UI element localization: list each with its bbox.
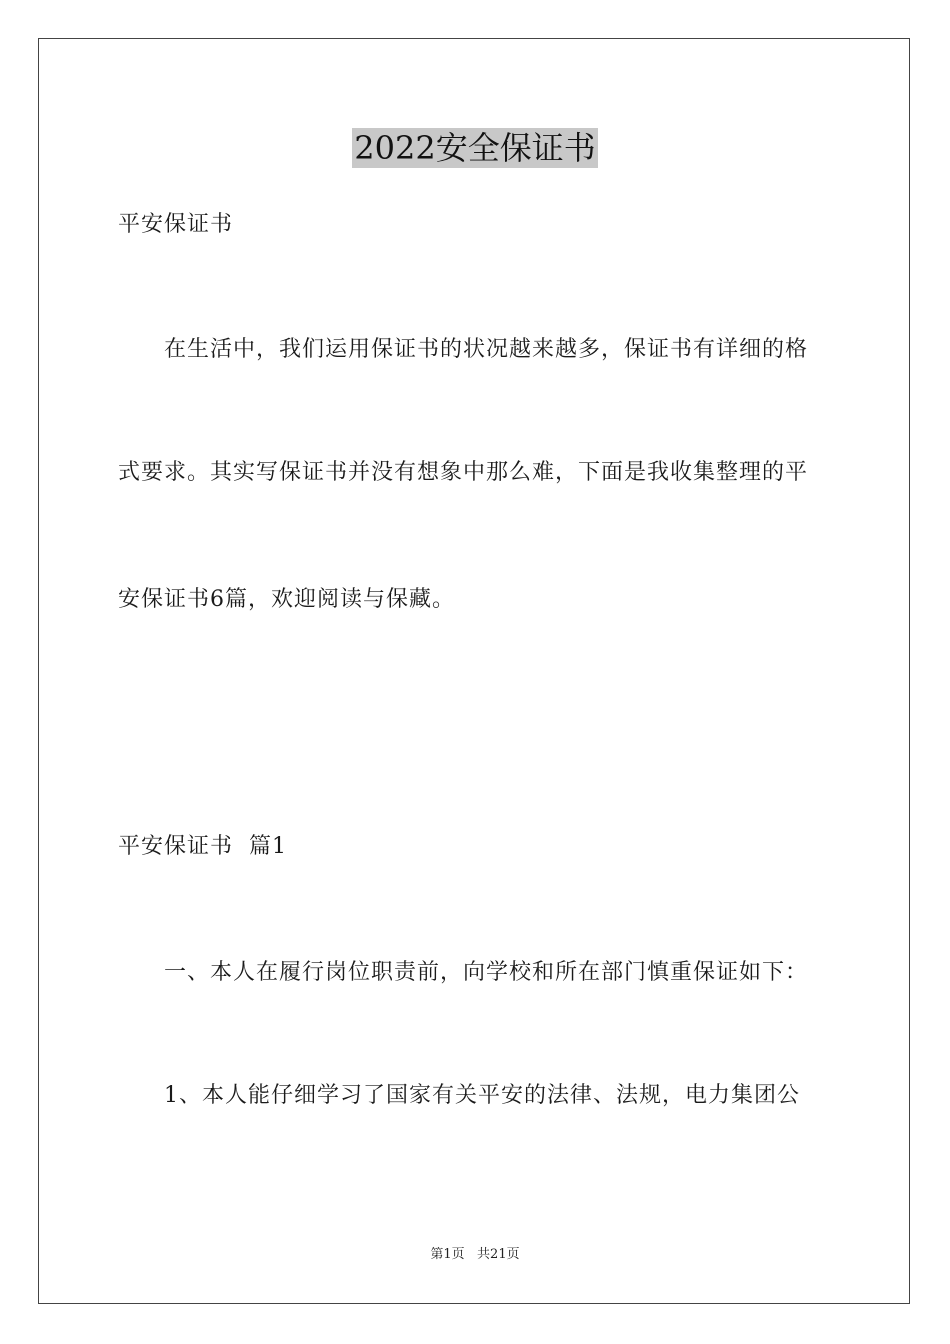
title-container	[0, 128, 950, 168]
intro-line-1: 在生活中，我们运用保证书的状况越来越多，保证书有详细的格	[164, 337, 809, 362]
subtitle: 平安保证书	[118, 212, 234, 237]
section-heading: 平安保证书 篇1	[118, 834, 287, 859]
body-line-2: 1、本人能仔细学习了国家有关平安的法律、法规，电力集团公	[164, 1083, 800, 1108]
body-line-1: 一、本人在履行岗位职责前，向学校和所在部门慎重保证如下：	[164, 960, 809, 985]
page-footer	[0, 1246, 950, 1264]
document-title: 2022安全保证书	[354, 129, 596, 167]
page-number: 第1页 共21页	[430, 1247, 520, 1262]
intro-line-2: 式要求。其实写保证书并没有想象中那么难，下面是我收集整理的平	[118, 460, 809, 485]
intro-line-3: 安保证书6篇，欢迎阅读与保藏。	[118, 587, 455, 612]
